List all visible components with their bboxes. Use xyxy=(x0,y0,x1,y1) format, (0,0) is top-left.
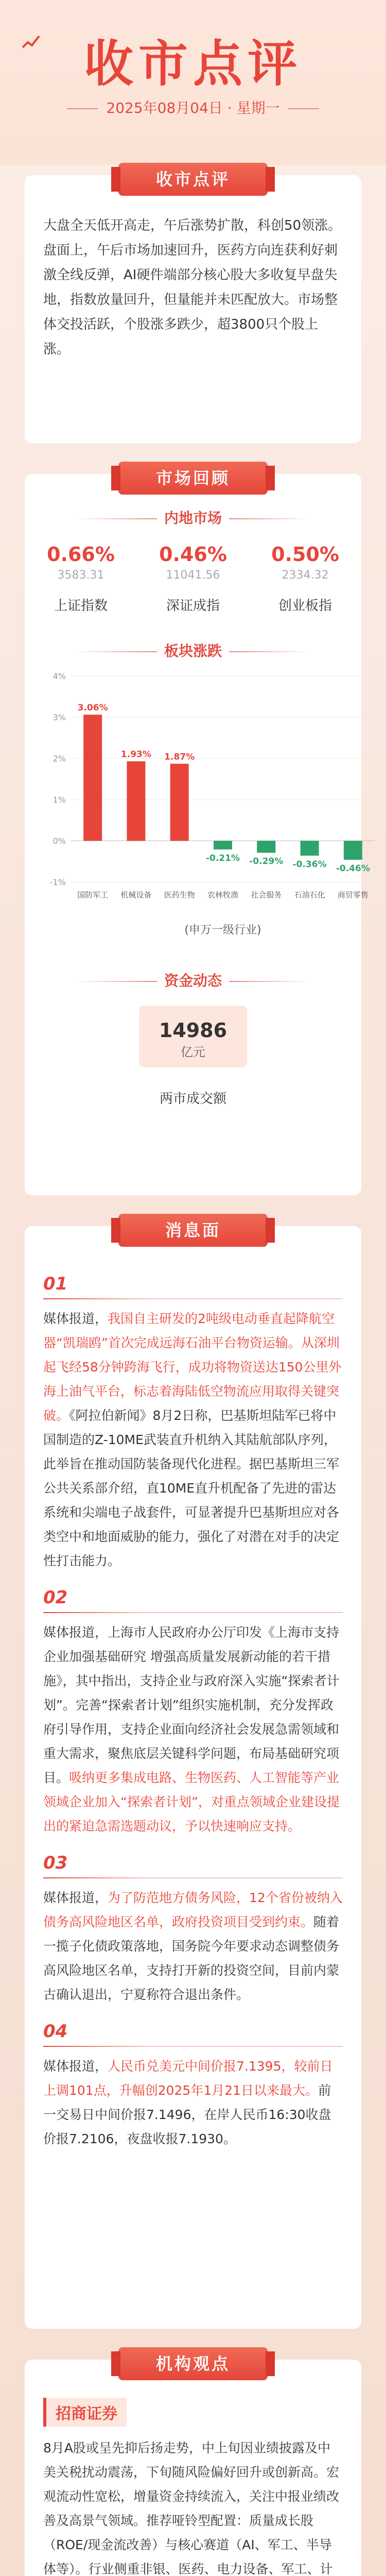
index-card xyxy=(259,543,352,614)
bar xyxy=(344,841,362,860)
index-name: 深证成指 xyxy=(166,598,220,614)
bar xyxy=(83,715,102,841)
report-date: 2025年08月04日 · 星期一 xyxy=(0,97,386,117)
y-tick-label: 1% xyxy=(52,795,66,805)
news-item: 媒体报道，我国自主研发的2吨级电动垂直起降航空器“凯瑞鸥”首次完成远海石油平台物资运输。从深圳起飞经58分钟跨海飞行，成功将物资送达150公里外海上油气平台，标志着海陆低空物流应用取得关键突破。《阿拉伯新闻》8月2日称，巴基斯坦陆军已将中国制造的Z-10ME武装直升机纳入其陆航部队序列，此举旨在推动国防装备现代化进程。据巴基斯坦三军公共关系部介绍，直10ME直升机配备了先进的雷达系统和尖端电子战套件，可显著提升巴基斯坦应对各类空中和地面威胁的能力，强化了对潜在对手的决定性打击能力。 xyxy=(43,1311,342,1568)
bar-value-label: -0.36% xyxy=(292,859,327,870)
x-tick-label: 商贸零售 xyxy=(337,890,369,900)
bar-value-label: -0.21% xyxy=(205,853,240,863)
news-number: 01 xyxy=(43,1274,343,1299)
x-tick-label: 社会服务 xyxy=(251,890,282,900)
bar xyxy=(127,761,145,841)
index-card xyxy=(147,543,239,614)
index-card xyxy=(34,543,127,614)
market-section xyxy=(25,468,370,1195)
sector-title: 板块涨跌 xyxy=(25,640,361,660)
bar xyxy=(170,764,189,841)
news-banner: 消息面 xyxy=(118,1214,268,1247)
index-value: 2334.32 xyxy=(282,569,329,582)
bar-value-label: 1.87% xyxy=(164,752,195,762)
bar xyxy=(301,841,319,856)
summary-text: 大盘全天低开高走，午后涨势扩散，科创50领涨。盘面上，午后市场加速回升，医药方向连获利好刺激全线反弹，AI硬件端部分核心股大多收复早盘失地，指数放量回升，但量能并未匹配放大。市场整体交投活跃，个股涨多跌少，超3800只个股上涨。 xyxy=(43,218,342,357)
fund-title: 资金动态 xyxy=(25,970,361,990)
bar-value-label: -0.46% xyxy=(336,863,370,874)
index-change: 0.46% xyxy=(159,543,227,566)
turnover-box xyxy=(139,1006,247,1067)
news-item: 媒体报道，上海市人民政府办公厅印发《上海市支持企业加强基础研究 增强高质量发展新动能的若干措施》，其中指出，支持企业与政府深入实施“探索者计划”。完善“探索者计划”组织实施机制，充分发挥政府引导作用，支持企业面向经济社会发展急需领域和重大需求，聚焦底层关键科学问题，布局基础研究项目。吸纳更多集成电路、生物医药、人工智能等产业领域企业加入“探索者计划”，对重点领域企业建设提出的紧迫急需选题动议，予以快速响应支持。 xyxy=(43,1625,340,1834)
news-item: 媒体报道，人民币兑美元中间价报7.1395，较前日上调101点，升幅创2025年1月21日以来最大。前一交易日中间价报7.1496，在岸人民币16:30收盘价报7.2106，夜盘收报7.1930。 xyxy=(43,2059,333,2146)
summary-section xyxy=(25,170,361,443)
sector-bar-chart xyxy=(25,666,386,954)
institution-view: 8月A股或呈先抑后扬走势，中上旬因业绩披露及中美关税扰动震荡，下旬随风险偏好回升或创新高。宏观流动性宽松，增量资金持续流入，关注中报业绩改善及高景气领域。推荐哑铃型配置：质量成长股（ROE/现金流改善）与核心赛道（AI、军工、半导体等）。行业侧重非银、医药、电力设备、军工、计 xyxy=(43,2441,340,2576)
index-value: 11041.56 xyxy=(166,569,220,582)
bar xyxy=(214,841,232,850)
turnover-label: 两市成交额 xyxy=(159,1091,226,1107)
bar-value-label: 3.06% xyxy=(77,703,108,714)
institution-name: 招商证券 xyxy=(43,2398,127,2427)
index-change: 0.66% xyxy=(47,543,115,566)
x-tick-label: 石油石化 xyxy=(294,890,325,900)
domestic-market-title: 内地市场 xyxy=(25,507,361,528)
institution-section xyxy=(25,2354,361,2576)
x-tick-label: 农林牧渔 xyxy=(207,890,239,900)
y-tick-label: 0% xyxy=(52,836,66,846)
page-title: 收市点评 xyxy=(84,35,302,93)
index-change: 0.50% xyxy=(271,543,339,566)
news-number: 04 xyxy=(43,2021,343,2047)
bar-value-label: 1.93% xyxy=(120,749,151,760)
turnover-value: 14986 xyxy=(159,1019,227,1042)
y-tick-label: -1% xyxy=(49,877,66,887)
y-tick-label: 3% xyxy=(52,713,66,722)
index-list xyxy=(25,543,361,614)
x-tick-label: 机械设备 xyxy=(120,890,152,900)
x-axis-title: (申万一级行业) xyxy=(184,924,261,937)
y-tick-label: 4% xyxy=(52,671,66,681)
turnover-unit: 亿元 xyxy=(181,1045,205,1059)
news-list xyxy=(25,1274,361,2151)
hero-header xyxy=(0,0,386,165)
institution-banner: 机构观点 xyxy=(118,2347,268,2380)
bar xyxy=(257,841,275,853)
x-tick-label: 国防军工 xyxy=(77,890,109,900)
news-section xyxy=(25,1221,361,2329)
x-tick-label: 医药生物 xyxy=(164,890,195,900)
market-banner: 市场回顾 xyxy=(118,462,268,495)
y-tick-label: 2% xyxy=(52,754,66,764)
index-name: 上证指数 xyxy=(54,598,108,614)
news-number: 02 xyxy=(43,1587,343,1613)
bar-value-label: -0.29% xyxy=(249,856,284,867)
news-item: 媒体报道，为了防范地方债务风险，12个省份被纳入债务高风险地区名单，政府投资项目受到约束。随着一揽子化债政策落地，国务院今年要求动态调整债务高风险地区名单，支持打开新的投资空间，目前内蒙古确认退出，宁夏称符合退出条件。 xyxy=(43,1890,343,2002)
news-number: 03 xyxy=(43,1853,343,1878)
index-value: 3583.31 xyxy=(57,569,104,582)
summary-banner: 收市点评 xyxy=(118,163,268,196)
index-name: 创业板指 xyxy=(278,598,332,614)
